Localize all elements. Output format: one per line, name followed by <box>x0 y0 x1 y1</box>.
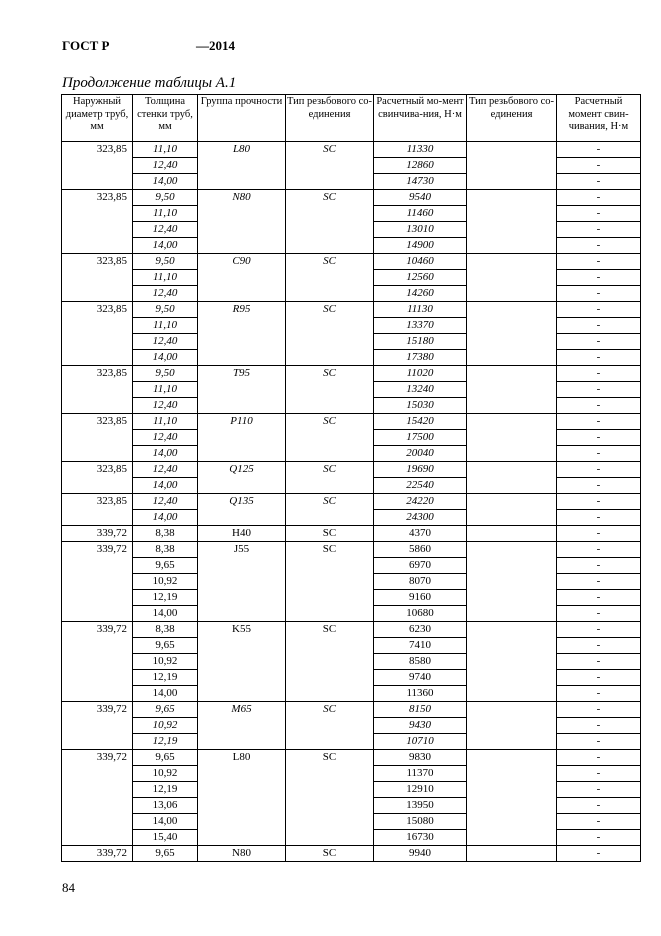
strength-grade-cell: M65 <box>198 702 286 750</box>
makeup-torque-2-cell: - <box>557 446 641 462</box>
table-row <box>62 542 641 558</box>
makeup-torque-cell: 22540 <box>374 478 467 494</box>
makeup-torque-2-cell: - <box>557 366 641 382</box>
table-row <box>62 526 641 542</box>
outer-diameter-cell: 323,85 <box>62 414 133 462</box>
wall-thickness-cell: 9,65 <box>133 558 198 574</box>
strength-grade-cell: Q135 <box>198 494 286 526</box>
wall-thickness-cell: 10,92 <box>133 654 198 670</box>
table-row <box>62 254 641 270</box>
thread-type-2-cell <box>467 366 557 414</box>
makeup-torque-cell: 5860 <box>374 542 467 558</box>
thread-type-cell: SC <box>286 414 374 462</box>
col-header-thread: Тип резьбового со-единения <box>286 95 374 142</box>
makeup-torque-2-cell: - <box>557 766 641 782</box>
table-header-row <box>62 95 641 142</box>
makeup-torque-cell: 6970 <box>374 558 467 574</box>
wall-thickness-cell: 8,38 <box>133 622 198 638</box>
thread-type-cell: SC <box>286 526 374 542</box>
wall-thickness-cell: 9,50 <box>133 366 198 382</box>
makeup-torque-cell: 10460 <box>374 254 467 270</box>
makeup-torque-2-cell: - <box>557 222 641 238</box>
thread-type-cell: SC <box>286 302 374 366</box>
wall-thickness-cell: 12,40 <box>133 286 198 302</box>
makeup-torque-2-cell: - <box>557 846 641 862</box>
makeup-torque-cell: 9740 <box>374 670 467 686</box>
makeup-torque-cell: 13950 <box>374 798 467 814</box>
makeup-torque-2-cell: - <box>557 350 641 366</box>
wall-thickness-cell: 10,92 <box>133 766 198 782</box>
table-row <box>62 302 641 318</box>
thread-type-cell: SC <box>286 254 374 302</box>
wall-thickness-cell: 9,50 <box>133 254 198 270</box>
wall-thickness-cell: 12,40 <box>133 462 198 478</box>
makeup-torque-cell: 20040 <box>374 446 467 462</box>
makeup-torque-cell: 9940 <box>374 846 467 862</box>
outer-diameter-cell: 323,85 <box>62 366 133 414</box>
thread-type-2-cell <box>467 142 557 190</box>
makeup-torque-cell: 9430 <box>374 718 467 734</box>
makeup-torque-2-cell: - <box>557 670 641 686</box>
makeup-torque-2-cell: - <box>557 142 641 158</box>
thread-type-2-cell <box>467 702 557 750</box>
document-header <box>62 38 235 54</box>
table-row <box>62 462 641 478</box>
makeup-torque-cell: 6230 <box>374 622 467 638</box>
col-header-torque-2: Расчетный момент свин-чивания, Н·м <box>557 95 641 142</box>
wall-thickness-cell: 12,19 <box>133 734 198 750</box>
makeup-torque-cell: 17500 <box>374 430 467 446</box>
makeup-torque-cell: 11130 <box>374 302 467 318</box>
thread-type-cell: SC <box>286 366 374 414</box>
makeup-torque-cell: 15030 <box>374 398 467 414</box>
thread-type-cell: SC <box>286 494 374 526</box>
makeup-torque-cell: 11360 <box>374 686 467 702</box>
wall-thickness-cell: 8,38 <box>133 542 198 558</box>
table-row <box>62 846 641 862</box>
makeup-torque-cell: 8150 <box>374 702 467 718</box>
makeup-torque-cell: 8580 <box>374 654 467 670</box>
wall-thickness-cell: 9,50 <box>133 302 198 318</box>
makeup-torque-2-cell: - <box>557 750 641 766</box>
wall-thickness-cell: 12,40 <box>133 494 198 510</box>
thread-type-cell: SC <box>286 750 374 846</box>
makeup-torque-2-cell: - <box>557 430 641 446</box>
makeup-torque-2-cell: - <box>557 414 641 430</box>
thread-type-cell: SC <box>286 542 374 622</box>
wall-thickness-cell: 14,00 <box>133 174 198 190</box>
col-header-torque: Расчетный мо-мент свинчива-ния, Н·м <box>374 95 467 142</box>
standard-year: —2014 <box>196 38 235 53</box>
strength-grade-cell: C90 <box>198 254 286 302</box>
table-caption: Продолжение таблицы А.1 <box>62 75 237 91</box>
outer-diameter-cell: 339,72 <box>62 702 133 750</box>
makeup-torque-cell: 10710 <box>374 734 467 750</box>
makeup-torque-2-cell: - <box>557 270 641 286</box>
table-row <box>62 414 641 430</box>
table-row <box>62 366 641 382</box>
strength-grade-cell: N80 <box>198 846 286 862</box>
makeup-torque-cell: 12560 <box>374 270 467 286</box>
wall-thickness-cell: 11,10 <box>133 270 198 286</box>
wall-thickness-cell: 14,00 <box>133 478 198 494</box>
wall-thickness-cell: 14,00 <box>133 606 198 622</box>
makeup-torque-2-cell: - <box>557 558 641 574</box>
makeup-torque-2-cell: - <box>557 590 641 606</box>
makeup-torque-2-cell: - <box>557 830 641 846</box>
wall-thickness-cell: 13,06 <box>133 798 198 814</box>
makeup-torque-2-cell: - <box>557 254 641 270</box>
makeup-torque-2-cell: - <box>557 574 641 590</box>
wall-thickness-cell: 12,19 <box>133 782 198 798</box>
wall-thickness-cell: 14,00 <box>133 686 198 702</box>
wall-thickness-cell: 12,40 <box>133 398 198 414</box>
wall-thickness-cell: 9,65 <box>133 846 198 862</box>
strength-grade-cell: K55 <box>198 622 286 702</box>
torque-table <box>61 94 641 862</box>
thread-type-2-cell <box>467 414 557 462</box>
thread-type-2-cell <box>467 462 557 494</box>
strength-grade-cell: H40 <box>198 526 286 542</box>
makeup-torque-2-cell: - <box>557 462 641 478</box>
makeup-torque-cell: 13010 <box>374 222 467 238</box>
standard-label: ГОСТ Р <box>62 38 110 53</box>
makeup-torque-2-cell: - <box>557 238 641 254</box>
thread-type-2-cell <box>467 622 557 702</box>
outer-diameter-cell: 339,72 <box>62 846 133 862</box>
strength-grade-cell: L80 <box>198 142 286 190</box>
table-row <box>62 750 641 766</box>
table-row <box>62 190 641 206</box>
makeup-torque-cell: 11460 <box>374 206 467 222</box>
strength-grade-cell: R95 <box>198 302 286 366</box>
outer-diameter-cell: 323,85 <box>62 302 133 366</box>
outer-diameter-cell: 339,72 <box>62 622 133 702</box>
wall-thickness-cell: 12,40 <box>133 158 198 174</box>
makeup-torque-cell: 17380 <box>374 350 467 366</box>
strength-grade-cell: L80 <box>198 750 286 846</box>
makeup-torque-cell: 11330 <box>374 142 467 158</box>
wall-thickness-cell: 14,00 <box>133 510 198 526</box>
outer-diameter-cell: 339,72 <box>62 542 133 622</box>
strength-grade-cell: T95 <box>198 366 286 414</box>
thread-type-2-cell <box>467 750 557 846</box>
makeup-torque-2-cell: - <box>557 734 641 750</box>
makeup-torque-2-cell: - <box>557 782 641 798</box>
thread-type-2-cell <box>467 542 557 622</box>
makeup-torque-2-cell: - <box>557 398 641 414</box>
makeup-torque-2-cell: - <box>557 814 641 830</box>
makeup-torque-cell: 24300 <box>374 510 467 526</box>
makeup-torque-2-cell: - <box>557 622 641 638</box>
makeup-torque-2-cell: - <box>557 542 641 558</box>
makeup-torque-2-cell: - <box>557 654 641 670</box>
page-number: 84 <box>62 880 75 895</box>
thread-type-2-cell <box>467 190 557 254</box>
makeup-torque-2-cell: - <box>557 526 641 542</box>
makeup-torque-cell: 15180 <box>374 334 467 350</box>
makeup-torque-cell: 15420 <box>374 414 467 430</box>
table-row <box>62 494 641 510</box>
wall-thickness-cell: 15,40 <box>133 830 198 846</box>
makeup-torque-2-cell: - <box>557 702 641 718</box>
strength-grade-cell: J55 <box>198 542 286 622</box>
wall-thickness-cell: 14,00 <box>133 350 198 366</box>
makeup-torque-cell: 15080 <box>374 814 467 830</box>
wall-thickness-cell: 12,19 <box>133 590 198 606</box>
thread-type-2-cell <box>467 494 557 526</box>
makeup-torque-2-cell: - <box>557 158 641 174</box>
wall-thickness-cell: 12,40 <box>133 334 198 350</box>
wall-thickness-cell: 9,50 <box>133 190 198 206</box>
outer-diameter-cell: 323,85 <box>62 494 133 526</box>
makeup-torque-cell: 9160 <box>374 590 467 606</box>
makeup-torque-cell: 16730 <box>374 830 467 846</box>
thread-type-2-cell <box>467 302 557 366</box>
thread-type-cell: SC <box>286 142 374 190</box>
strength-grade-cell: P110 <box>198 414 286 462</box>
wall-thickness-cell: 14,00 <box>133 446 198 462</box>
makeup-torque-2-cell: - <box>557 174 641 190</box>
outer-diameter-cell: 339,72 <box>62 526 133 542</box>
makeup-torque-2-cell: - <box>557 206 641 222</box>
makeup-torque-2-cell: - <box>557 510 641 526</box>
makeup-torque-cell: 12860 <box>374 158 467 174</box>
makeup-torque-2-cell: - <box>557 718 641 734</box>
thread-type-2-cell <box>467 254 557 302</box>
strength-grade-cell: N80 <box>198 190 286 254</box>
thread-type-cell: SC <box>286 702 374 750</box>
wall-thickness-cell: 14,00 <box>133 238 198 254</box>
outer-diameter-cell: 323,85 <box>62 190 133 254</box>
makeup-torque-cell: 11370 <box>374 766 467 782</box>
makeup-torque-cell: 19690 <box>374 462 467 478</box>
wall-thickness-cell: 12,19 <box>133 670 198 686</box>
makeup-torque-cell: 14260 <box>374 286 467 302</box>
wall-thickness-cell: 10,92 <box>133 718 198 734</box>
wall-thickness-cell: 9,65 <box>133 638 198 654</box>
makeup-torque-2-cell: - <box>557 318 641 334</box>
table-row <box>62 622 641 638</box>
outer-diameter-cell: 339,72 <box>62 750 133 846</box>
thread-type-cell: SC <box>286 462 374 494</box>
thread-type-cell: SC <box>286 190 374 254</box>
table-row <box>62 142 641 158</box>
makeup-torque-cell: 9540 <box>374 190 467 206</box>
wall-thickness-cell: 14,00 <box>133 814 198 830</box>
makeup-torque-cell: 8070 <box>374 574 467 590</box>
makeup-torque-2-cell: - <box>557 606 641 622</box>
wall-thickness-cell: 11,10 <box>133 382 198 398</box>
strength-grade-cell: Q125 <box>198 462 286 494</box>
thread-type-cell: SC <box>286 622 374 702</box>
wall-thickness-cell: 10,92 <box>133 574 198 590</box>
wall-thickness-cell: 9,65 <box>133 702 198 718</box>
makeup-torque-cell: 14730 <box>374 174 467 190</box>
outer-diameter-cell: 323,85 <box>62 254 133 302</box>
outer-diameter-cell: 323,85 <box>62 142 133 190</box>
wall-thickness-cell: 11,10 <box>133 206 198 222</box>
col-header-wall: Толщина стенки труб, мм <box>133 95 198 142</box>
makeup-torque-cell: 9830 <box>374 750 467 766</box>
makeup-torque-cell: 24220 <box>374 494 467 510</box>
makeup-torque-cell: 12910 <box>374 782 467 798</box>
makeup-torque-cell: 7410 <box>374 638 467 654</box>
col-header-diameter: Наружный диаметр труб, мм <box>62 95 133 142</box>
makeup-torque-cell: 14900 <box>374 238 467 254</box>
wall-thickness-cell: 12,40 <box>133 222 198 238</box>
thread-type-2-cell <box>467 526 557 542</box>
makeup-torque-2-cell: - <box>557 798 641 814</box>
makeup-torque-cell: 4370 <box>374 526 467 542</box>
outer-diameter-cell: 323,85 <box>62 462 133 494</box>
makeup-torque-2-cell: - <box>557 478 641 494</box>
thread-type-2-cell <box>467 846 557 862</box>
col-header-thread-2: Тип резьбового со-единения <box>467 95 557 142</box>
wall-thickness-cell: 9,65 <box>133 750 198 766</box>
wall-thickness-cell: 11,10 <box>133 142 198 158</box>
wall-thickness-cell: 12,40 <box>133 430 198 446</box>
makeup-torque-2-cell: - <box>557 302 641 318</box>
table-row <box>62 702 641 718</box>
makeup-torque-cell: 11020 <box>374 366 467 382</box>
makeup-torque-2-cell: - <box>557 686 641 702</box>
wall-thickness-cell: 11,10 <box>133 318 198 334</box>
makeup-torque-2-cell: - <box>557 494 641 510</box>
wall-thickness-cell: 8,38 <box>133 526 198 542</box>
col-header-grade: Группа прочности <box>198 95 286 142</box>
thread-type-cell: SC <box>286 846 374 862</box>
makeup-torque-2-cell: - <box>557 638 641 654</box>
wall-thickness-cell: 11,10 <box>133 414 198 430</box>
makeup-torque-2-cell: - <box>557 334 641 350</box>
makeup-torque-cell: 10680 <box>374 606 467 622</box>
makeup-torque-2-cell: - <box>557 190 641 206</box>
makeup-torque-2-cell: - <box>557 382 641 398</box>
makeup-torque-cell: 13370 <box>374 318 467 334</box>
makeup-torque-2-cell: - <box>557 286 641 302</box>
makeup-torque-cell: 13240 <box>374 382 467 398</box>
